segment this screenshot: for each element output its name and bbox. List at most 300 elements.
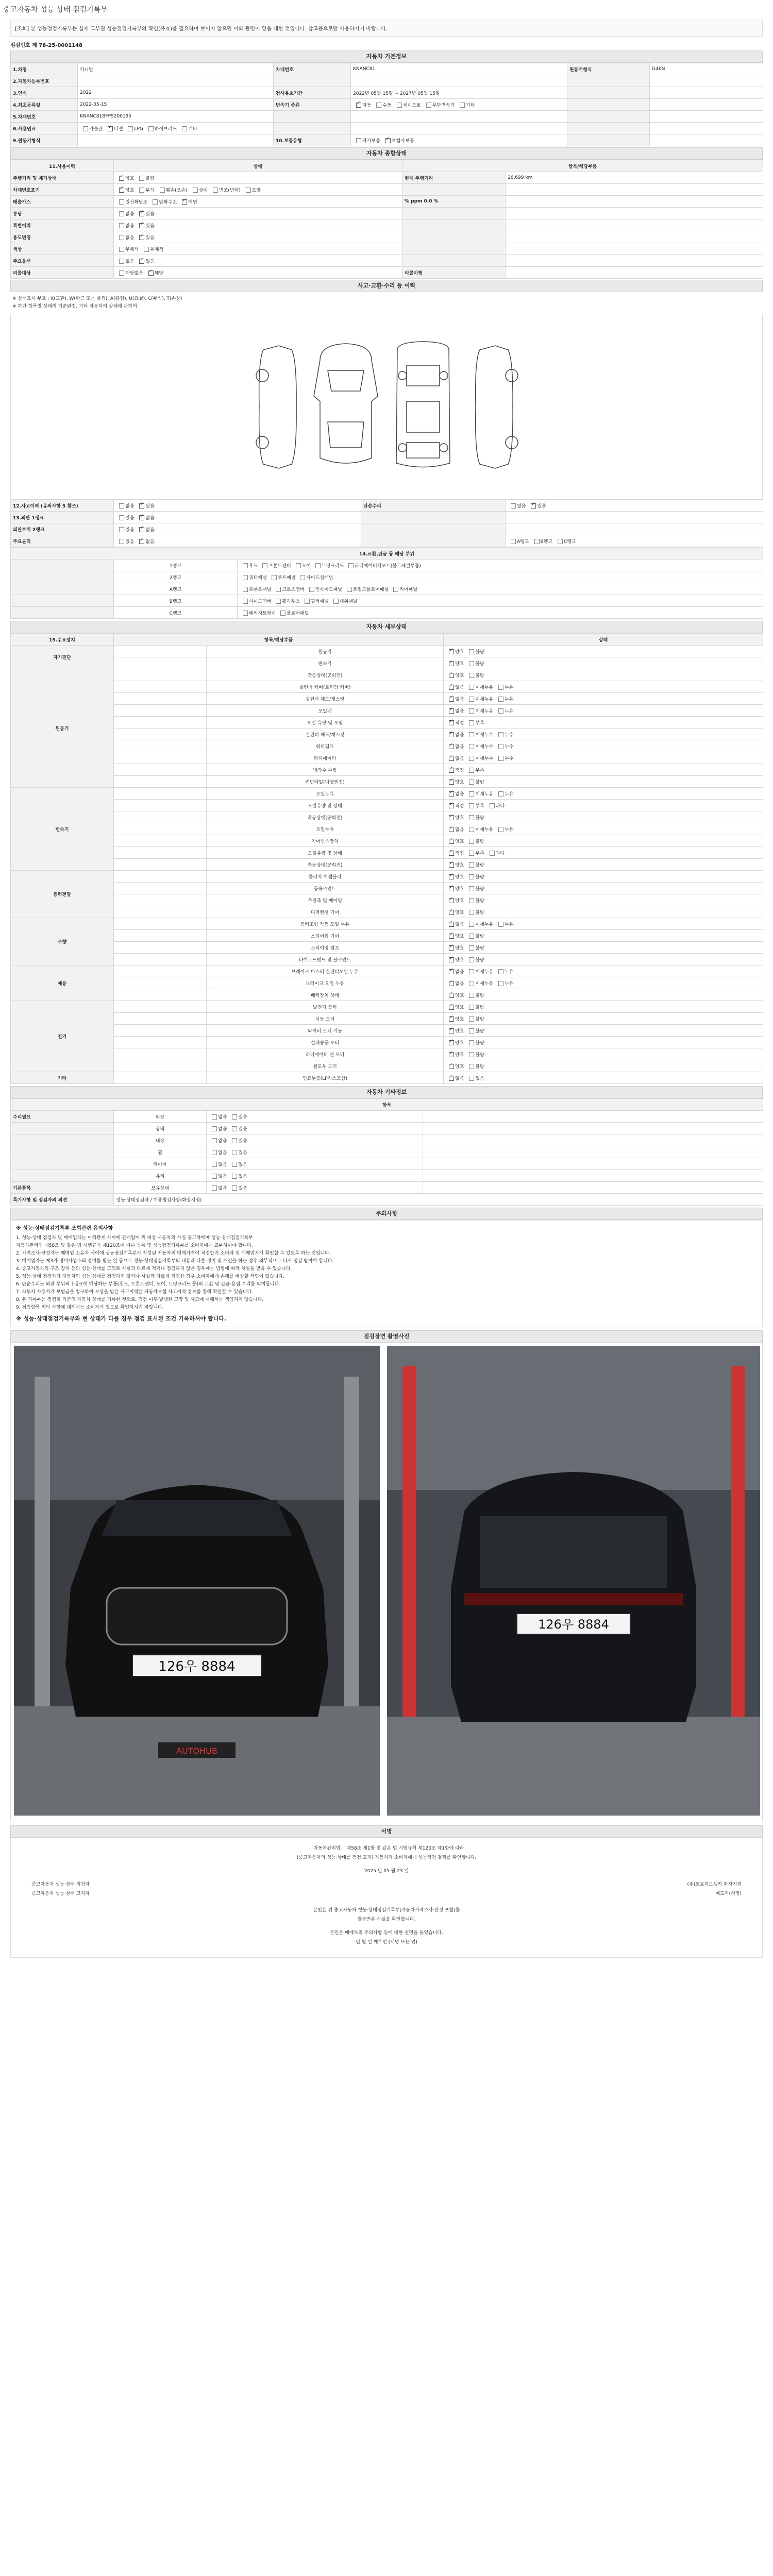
other-checkbox[interactable] [212,1162,217,1167]
detail-checkbox[interactable] [449,993,454,998]
seller-value: 매도자(서명) [715,1891,742,1896]
detail-option-label: 양호 [455,839,464,844]
detail-part: 스티어링 펌프 [207,942,444,954]
detail-subgroup [114,788,207,800]
accident-checkbox[interactable] [139,515,144,520]
accident-checkbox[interactable] [139,539,144,544]
detail-checkbox[interactable] [469,1052,474,1057]
detail-row [11,1048,763,1060]
accident-checkbox[interactable] [139,527,144,532]
detail-checkbox[interactable] [469,981,474,986]
accident2-checkbox[interactable] [534,539,540,544]
accident2-checkbox[interactable] [558,539,563,544]
overall-option-label: 도말 [251,188,261,193]
detail-checkbox[interactable] [449,874,454,879]
detail-checkbox[interactable] [469,910,474,915]
detail-group: 제동 [11,965,114,1001]
detail-checkbox[interactable] [469,815,474,820]
detail-status [444,800,763,811]
accident2-option-label: C랭크 [564,539,576,545]
other-extra [423,1134,763,1146]
detail-option [466,660,484,667]
basic-value-3 [650,134,763,146]
detail-checkbox[interactable] [449,981,454,986]
detail-checkbox[interactable] [449,685,454,690]
overall-checkbox[interactable] [246,188,251,193]
overall-right-label [402,219,506,231]
detail-checkbox[interactable] [449,708,454,714]
detail-status [444,740,763,752]
detail-checkbox[interactable] [498,756,503,761]
other-checkbox[interactable] [232,1114,237,1120]
detail-checkbox[interactable] [469,744,474,749]
detail-checkbox[interactable] [469,661,474,666]
other-status [207,1123,423,1134]
parts-rankb: B랭크 [114,595,238,607]
overall-label: 주행거리 및 계기상태 [11,172,114,184]
other-checkbox[interactable] [232,1162,237,1167]
detail-checkbox[interactable] [449,697,454,702]
notes-line: 6. 단순수리는 외판 부위의 1랭크에 해당하는 부품(후드, 프론트펜더, 도어, 트렁크리드 등)의 교환 및 판금·용접 수리를 의미합니다. [16,1282,281,1287]
detail-checkbox[interactable] [469,922,474,927]
detail-option [466,802,484,809]
detail-checkbox[interactable] [469,862,474,868]
detail-checkbox[interactable] [449,851,454,856]
detail-option [466,909,484,916]
overall-row [11,208,763,219]
fuel-checkbox[interactable] [128,126,133,131]
overall-checkbox[interactable] [119,176,124,181]
detail-checkbox[interactable] [449,1028,454,1033]
detail-checkbox[interactable] [449,1005,454,1010]
overall-option-label: 부식 [145,188,155,193]
overall-checkbox[interactable] [193,188,198,193]
other-row [11,1158,763,1170]
other-part: 타이어 [114,1158,207,1170]
overall-option [157,187,188,193]
accident-option-label: 없음 [125,503,135,509]
detail-checkbox[interactable] [449,673,454,678]
detail-option [495,826,513,833]
detail-option-label: 양호 [455,1040,464,1046]
accident2-checkbox[interactable] [511,503,516,509]
detail-checkbox[interactable] [449,1064,454,1069]
detail-subgroup [114,681,207,693]
detail-checkbox[interactable] [498,791,503,796]
detail-checkbox[interactable] [469,851,474,856]
overall-checkbox[interactable] [160,188,165,193]
detail-option [446,1039,464,1046]
detail-subgroup [114,859,207,871]
detail-checkbox[interactable] [449,898,454,903]
detail-checkbox[interactable] [449,839,454,844]
detail-checkbox[interactable] [469,898,474,903]
overall-option-label: 유채색 [150,247,164,252]
parts-rank1-opts: 후드 프론트펜더 도어 트렁크리드 라디에이터서포트(볼트체결부품) [238,560,763,571]
detail-option [466,885,484,892]
detail-part: 실린더 커버(로커암 커버) [207,681,444,693]
detail-subgroup [114,1037,207,1048]
accident-option [136,514,154,521]
detail-option [446,1051,464,1058]
sign-area [10,1838,763,1958]
detail-subgroup [114,918,207,930]
detail-row [11,788,763,800]
detail-status [444,1001,763,1013]
detail-checkbox[interactable] [469,1005,474,1010]
detail-part: 워터펌프 [207,740,444,752]
consent-4: 년 월 일 매수인 (서명 또는 인) [356,1940,417,1945]
detail-checkbox[interactable] [469,803,474,808]
detail-checkbox[interactable] [498,981,503,986]
overall-checkbox[interactable] [119,188,124,193]
sign-date: 2025 년 05 월 23 일 [364,1869,409,1874]
accident2-checkbox[interactable] [511,539,516,544]
detail-status [444,918,763,930]
detail-option-label: 불량 [475,862,484,868]
overall-checkbox[interactable] [119,211,124,216]
accident-option [136,502,154,509]
overall-option-label: 불량 [145,176,155,181]
basic-label-2: 검사유효기간 [274,87,351,99]
detail-checkbox[interactable] [449,768,454,773]
other-option [209,1125,227,1132]
detail-checkbox[interactable] [490,803,495,808]
overall-option [210,187,241,193]
detail-checkbox[interactable] [449,720,454,725]
detail-checkbox[interactable] [469,993,474,998]
accident2-option [508,502,526,509]
warranty-option [353,137,380,144]
accident-option-label: 있음 [125,527,135,533]
detail-checkbox[interactable] [449,934,454,939]
car-rear-photo-icon [387,1346,760,1816]
other-option-label: 없음 [218,1138,227,1144]
detail-option [495,731,513,738]
accident-checkbox[interactable] [119,527,124,532]
detail-checkbox[interactable] [449,791,454,796]
detail-checkbox[interactable] [449,1076,454,1081]
overall-right-value [506,196,763,208]
consent-1: 본인은 위 중고자동차 성능·상태점검기록부(자동차가격조사·산정 포함)를 [313,1908,460,1913]
overall-checkbox[interactable] [139,211,144,216]
parts-rank2: 2랭크 [114,571,238,583]
overall-checkbox[interactable] [119,223,124,228]
detail-checkbox[interactable] [469,697,474,702]
detail-checkbox[interactable] [498,685,503,690]
transmission-checkbox[interactable] [397,103,402,108]
overall-checkbox[interactable] [119,270,124,276]
detail-checkbox[interactable] [490,851,495,856]
overall-checkbox[interactable] [139,223,144,228]
detail-checkbox[interactable] [449,815,454,820]
fuel-checkbox[interactable] [83,126,88,131]
detail-checkbox[interactable] [449,922,454,927]
detail-checkbox[interactable] [469,839,474,844]
detail-checkbox[interactable] [469,1076,474,1081]
overall-checkbox[interactable] [148,270,154,276]
other-extra [423,1146,763,1158]
accident2-option-label: 있음 [537,503,546,509]
detail-checkbox[interactable] [469,957,474,962]
other-checkbox[interactable] [232,1150,237,1155]
detail-checkbox[interactable] [449,1040,454,1045]
basic-label-2 [274,75,351,87]
detail-checkbox[interactable] [469,886,474,891]
detail-checkbox[interactable] [449,779,454,785]
detail-option [446,1063,464,1070]
detail-subgroup [114,1025,207,1037]
other-checkbox[interactable] [232,1185,237,1191]
overall-option [116,210,134,217]
detail-part: 라디에이터 [207,752,444,764]
detail-option [495,684,513,690]
detail-option [495,755,513,761]
overall-row [11,267,763,279]
detail-option [446,672,464,679]
detail-option-label: 양호 [455,993,464,998]
detail-status [444,847,763,859]
other-checkbox[interactable] [212,1126,217,1131]
basic-label: 4.최초등록일 [11,99,78,111]
detail-part: 브레이크 오일 누유 [207,977,444,989]
detail-group: 원동기 [11,669,114,788]
detail-checkbox[interactable] [449,945,454,951]
detail-checkbox[interactable] [469,756,474,761]
other-checkbox[interactable] [212,1114,217,1120]
detail-option-label: 양호 [455,1064,464,1070]
detail-checkbox[interactable] [449,886,454,891]
detail-checkbox[interactable] [449,862,454,868]
fuel-checkbox[interactable] [148,126,154,131]
accident-status [114,523,361,535]
detail-checkbox[interactable] [469,874,474,879]
overall-option [190,187,208,193]
warranty-checkbox[interactable] [385,138,391,143]
detail-group: 자기진단 [11,646,114,669]
detail-subgroup [114,835,207,847]
detail-checkbox[interactable] [449,969,454,974]
detail-checkbox[interactable] [498,922,503,927]
other-group [11,1158,114,1170]
fuel-checkbox[interactable] [108,126,113,131]
detail-checkbox[interactable] [469,945,474,951]
transmission-option [353,101,371,108]
other-checkbox[interactable] [232,1174,237,1179]
accident-checkbox[interactable] [139,503,144,509]
detail-checkbox[interactable] [469,673,474,678]
detail-checkbox[interactable] [449,910,454,915]
overall-label: 주요옵션 [11,255,114,267]
detail-checkbox[interactable] [498,732,503,737]
overall-right-label [402,255,506,267]
detail-checkbox[interactable] [469,1040,474,1045]
detail-option-label: 양호 [455,910,464,916]
detail-group: 전기 [11,1001,114,1072]
detail-checkbox[interactable] [449,1016,454,1022]
other-checkbox[interactable] [212,1174,217,1179]
accident-option-label: 없음 [145,539,155,545]
fuel-option-label: 하이브리드 [154,126,177,132]
overall-option [243,187,261,193]
detail-part: 와이퍼 모터 기능 [207,1025,444,1037]
other-checkbox[interactable] [232,1126,237,1131]
detail-checkbox[interactable] [449,649,454,654]
overall-checkbox[interactable] [139,259,144,264]
detail-option-label: 없음 [455,756,464,761]
detail-status [444,788,763,800]
detail-checkbox[interactable] [449,744,454,749]
legend-line-1: ※ 상태표시 부호 : X(교환), W(판금 또는 용접), A(흠집), U(요철), C(부식), T(손상) [12,296,182,301]
detail-row [11,942,763,954]
detail-subgroup [114,740,207,752]
overall-checkbox[interactable] [119,199,124,205]
detail-status [444,693,763,705]
detail-checkbox[interactable] [449,1052,454,1057]
detail-checkbox[interactable] [449,803,454,808]
detail-option [466,826,493,833]
transmission-checkbox[interactable] [460,103,465,108]
fuel-checkbox[interactable] [182,126,187,131]
accident-label-2: 단순수리 [361,500,506,512]
detail-row [11,1037,763,1048]
overall-checkbox[interactable] [213,188,218,193]
overall-table [10,160,763,279]
overall-checkbox[interactable] [139,176,144,181]
detail-subgroup [114,728,207,740]
detail-checkbox[interactable] [469,720,474,725]
detail-checkbox[interactable] [469,791,474,796]
detail-row [11,847,763,859]
detail-checkbox[interactable] [469,827,474,832]
overall-option-label: 상이 [198,188,208,193]
parts-title: 14.교환,판금 등 해당 부위 [11,548,763,560]
overall-option-label: 없음 [125,211,135,217]
detail-option [446,743,464,750]
other-extra-row [11,1194,763,1206]
overall-checkbox[interactable] [119,259,124,264]
overall-checkbox[interactable] [139,235,144,240]
detail-checkbox[interactable] [469,934,474,939]
overall-checkbox[interactable] [119,247,124,252]
accident-checkbox[interactable] [119,539,124,544]
detail-checkbox[interactable] [498,744,503,749]
accident-checkbox[interactable] [119,503,124,509]
detail-checkbox[interactable] [449,957,454,962]
other-checkbox[interactable] [212,1150,217,1155]
overall-header: 상태 [114,160,402,172]
photos-area [10,1343,763,1822]
detail-checkbox[interactable] [449,661,454,666]
detail-row [11,930,763,942]
detail-status [444,1048,763,1060]
overall-option-label: 없음 [125,259,135,264]
detail-checkbox[interactable] [469,1028,474,1033]
detail-option-label: 미세누유 [475,697,494,702]
other-option [209,1137,227,1144]
accident-row [11,535,763,547]
notes-line: 8. 본 기록부는 점검일 기준의 자동차 상태를 기록한 것으로, 점검 이후 발생한 고장 및 사고에 대해서는 책임지지 않습니다. [16,1297,264,1302]
transmission-checkbox[interactable] [426,103,431,108]
detail-checkbox[interactable] [498,708,503,714]
detail-checkbox[interactable] [469,732,474,737]
accident-checkbox[interactable] [119,515,124,520]
detail-checkbox[interactable] [498,969,503,974]
detail-checkbox[interactable] [469,708,474,714]
overall-status [114,196,402,208]
detail-option [446,778,464,785]
overall-checkbox[interactable] [182,199,187,205]
detail-part: 윈도우 모터 [207,1060,444,1072]
other-checkbox[interactable] [232,1138,237,1143]
detail-option [446,861,464,868]
detail-checkbox[interactable] [449,756,454,761]
overall-right-label: 현재 주행거리 [402,172,506,184]
accident2-checkbox[interactable] [531,503,536,509]
detail-option-label: 불량 [475,1028,484,1034]
transmission-checkbox[interactable] [356,103,361,108]
detail-checkbox[interactable] [469,768,474,773]
overall-checkbox[interactable] [119,235,124,240]
detail-option [446,707,464,714]
detail-header-row [11,634,763,646]
basic-label-2: 10.보증유형 [274,134,351,146]
parts-rank1: 1랭크 [114,560,238,571]
overall-option [179,198,197,205]
detail-option [466,850,484,856]
detail-checkbox[interactable] [449,827,454,832]
detail-option-label: 양호 [455,934,464,939]
overall-status [114,267,402,279]
detail-checkbox[interactable] [498,827,503,832]
detail-checkbox[interactable] [449,732,454,737]
transmission-checkbox[interactable] [376,103,381,108]
detail-subgroup [114,954,207,965]
detail-option [446,850,464,856]
section-other-title: 자동차 기타정보 [10,1086,763,1098]
fuel-option [145,125,177,132]
warranty-checkbox[interactable] [356,138,361,143]
other-checkbox[interactable] [212,1138,217,1143]
detail-checkbox[interactable] [469,685,474,690]
overall-checkbox[interactable] [153,199,158,205]
detail-checkbox[interactable] [469,649,474,654]
accident-option [136,538,154,545]
overall-label: 배출가스 [11,196,114,208]
detail-status [444,942,763,954]
accident2-option [531,538,553,545]
detail-option [446,814,464,821]
detail-checkbox[interactable] [469,1016,474,1022]
overall-checkbox[interactable] [144,247,149,252]
basic-label: 3.연식 [11,87,78,99]
detail-option-label: 양호 [455,957,464,963]
detail-checkbox[interactable] [469,779,474,785]
detail-checkbox[interactable] [498,697,503,702]
accident2-option-label: B랭크 [540,539,553,545]
overall-checkbox[interactable] [139,188,144,193]
detail-option-label: 불량 [475,661,484,667]
overall-label: 튜닝 [11,208,114,219]
detail-group: 동력전달 [11,871,114,918]
other-checkbox[interactable] [212,1185,217,1191]
detail-row [11,657,763,669]
detail-checkbox[interactable] [469,1064,474,1069]
overall-row [11,172,763,184]
overall-label: 차대번호표기 [11,184,114,196]
detail-option-label: 불량 [475,1064,484,1070]
detail-checkbox[interactable] [469,969,474,974]
